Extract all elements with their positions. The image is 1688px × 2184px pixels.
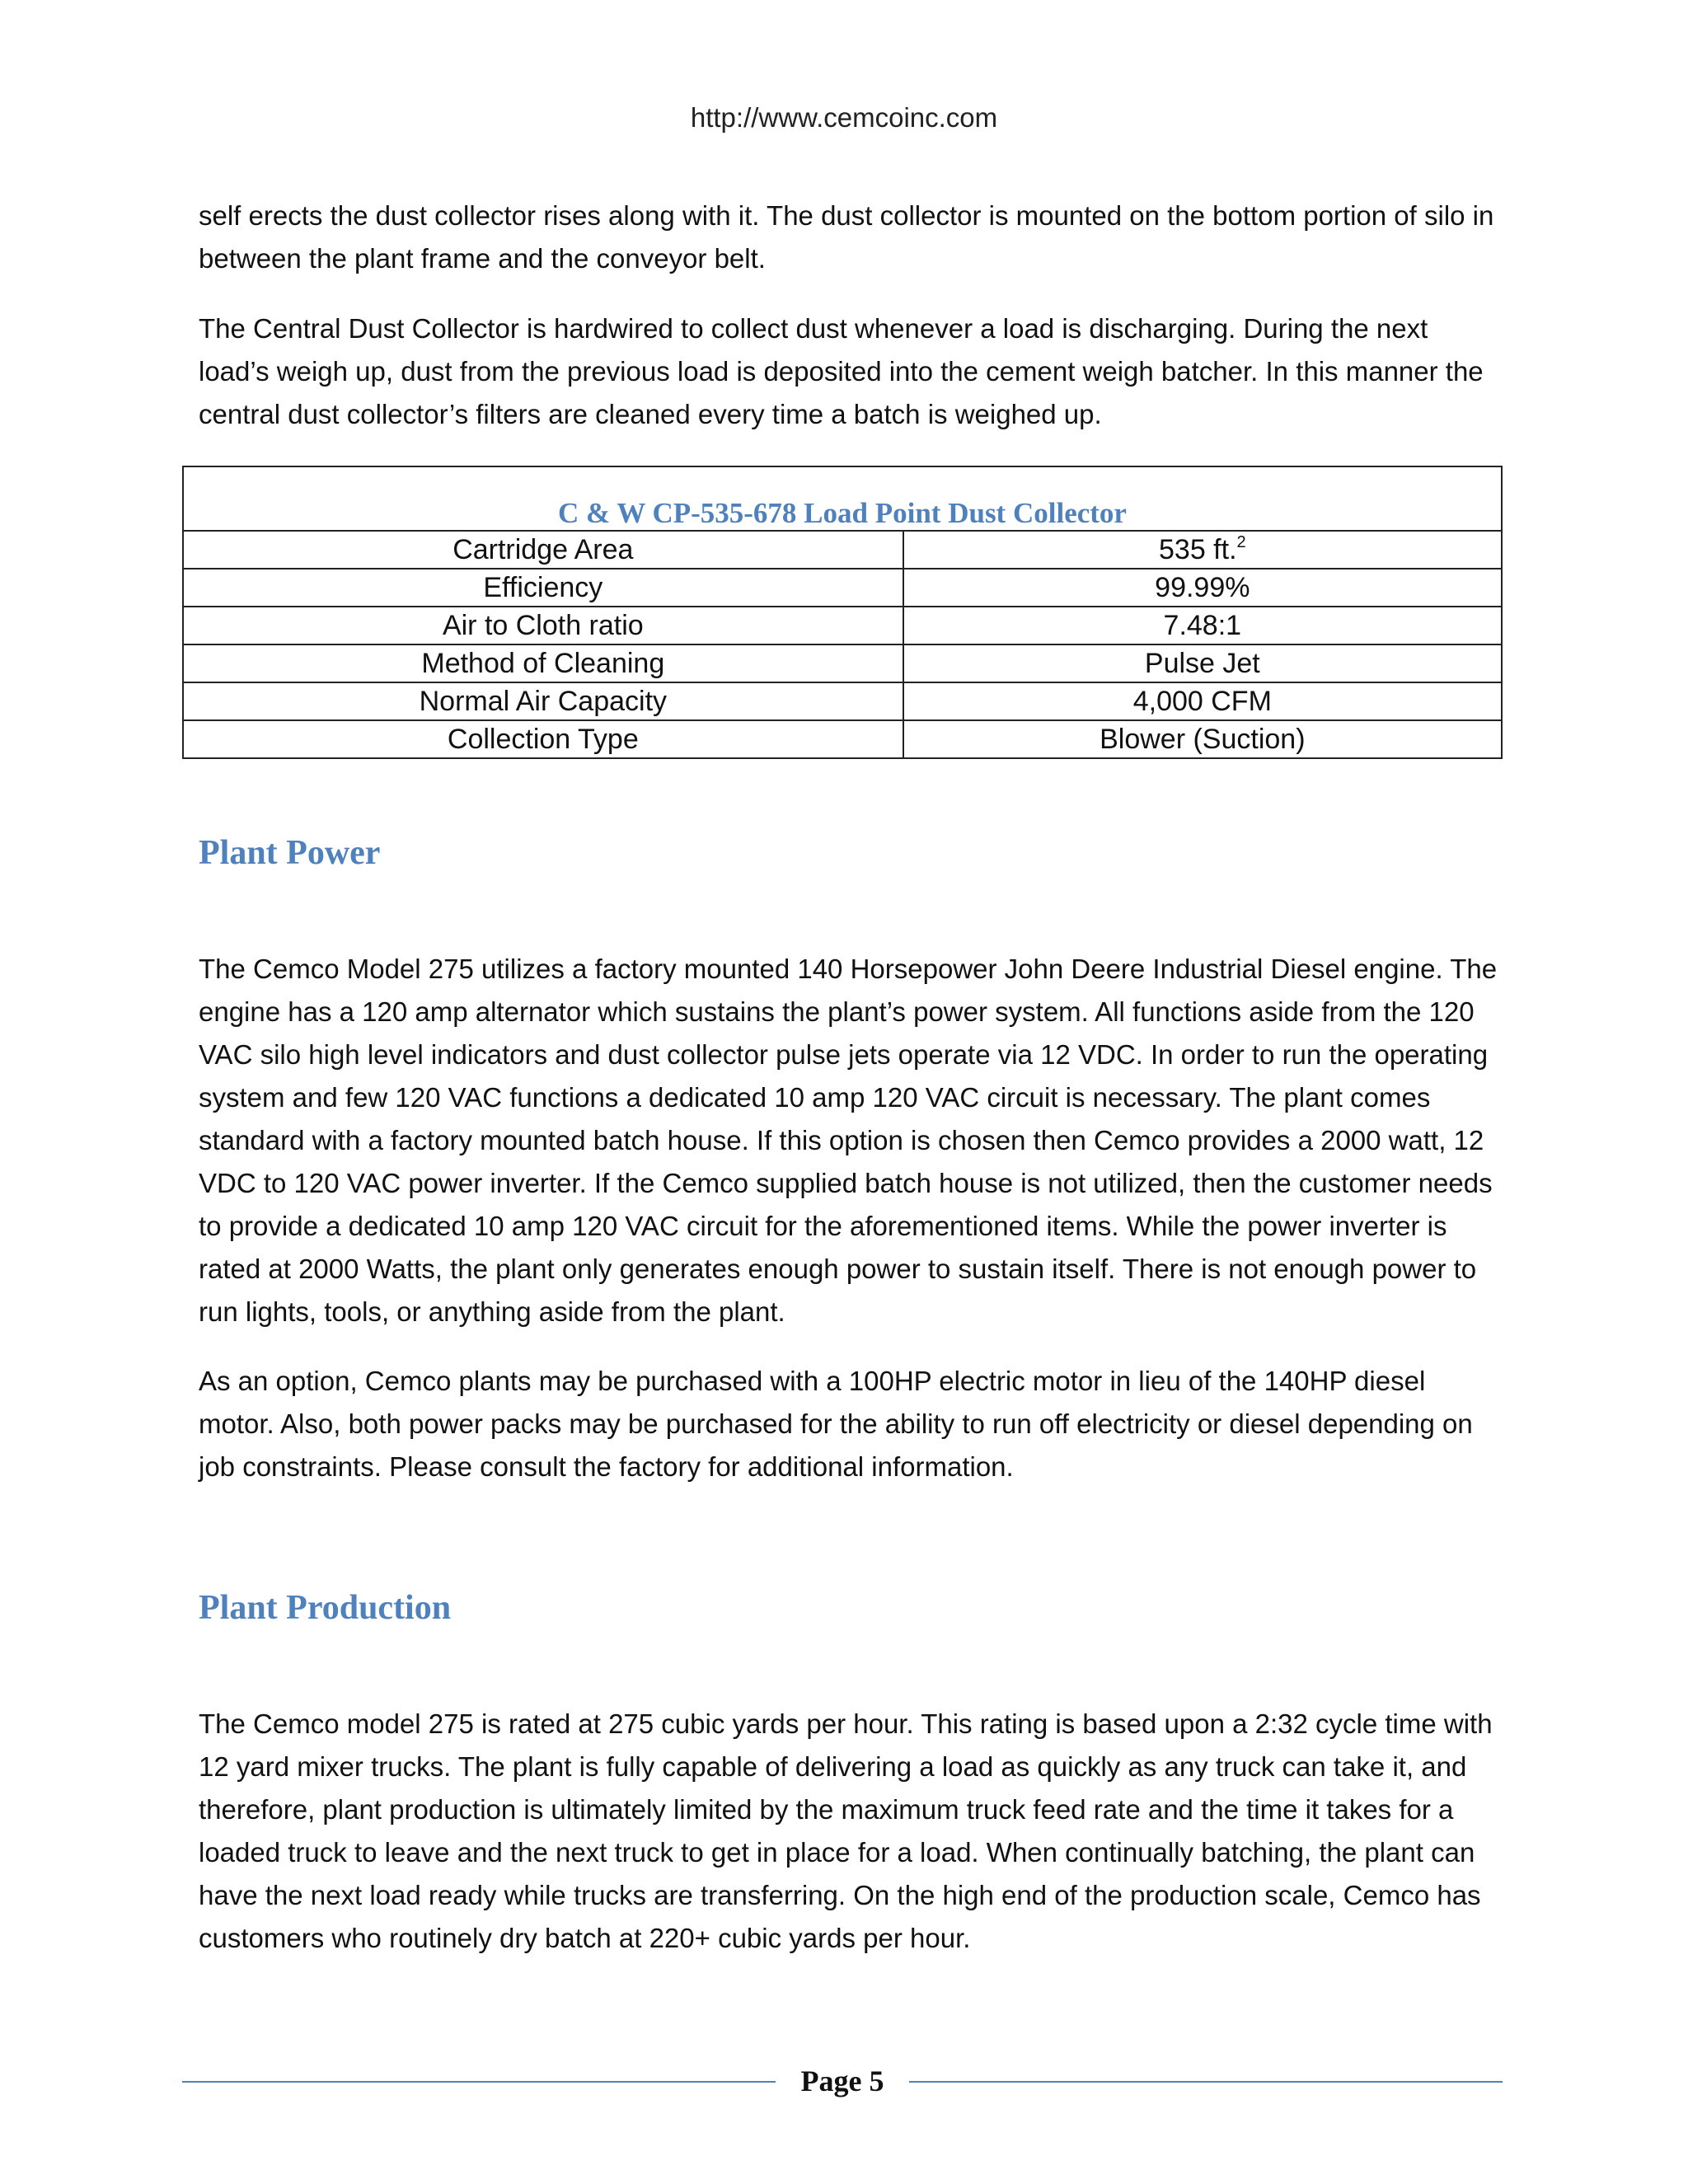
page-footer — [182, 2060, 1503, 2102]
table-row — [183, 607, 1502, 644]
plant-power-heading: Plant Power — [199, 834, 381, 872]
spec-label: Collection Type — [183, 720, 903, 758]
page-header-url: http://www.cemcoinc.com — [690, 102, 998, 133]
table-row — [183, 644, 1502, 682]
table-row — [183, 531, 1502, 569]
central-dust-paragraph: The Central Dust Collector is hardwired to collect dust whenever a load is discharging. During the next load’s weigh up, dust from the previous load is deposited into the cement weigh batcher. In this manner the central dust collector’s filters are cleaned every time a batch is weighed up. — [199, 313, 1484, 429]
intro-paragraph: self erects the dust collector rises along with it. The dust collector is mounted on the bottom portion of silo in between the plant frame and the conveyor belt. — [199, 200, 1494, 274]
plant-production-heading: Plant Production — [199, 1589, 452, 1627]
spec-label: Air to Cloth ratio — [183, 607, 903, 644]
footer-rule-left — [182, 2081, 776, 2083]
spec-value: 4,000 CFM — [903, 682, 1502, 720]
spec-value: 7.48:1 — [903, 607, 1502, 644]
spec-label: Efficiency — [183, 569, 903, 607]
spec-label: Cartridge Area — [183, 531, 903, 569]
table-row — [183, 720, 1502, 758]
spec-value-cell — [903, 531, 1502, 569]
table-row — [183, 682, 1502, 720]
spec-value: 99.99% — [903, 569, 1502, 607]
spec-value: Pulse Jet — [903, 644, 1502, 682]
spec-value: Blower (Suction) — [903, 720, 1502, 758]
plant-production-paragraph: The Cemco model 275 is rated at 275 cubic yards per hour. This rating is based upon a 2:32 cycle time with 12 yard mixer trucks. The plant is fully capable of delivering a load as quickly as any truck can take it, and therefore, plant production is ultimately limited by the maximum truck feed rate and the time it takes for a loaded truck to leave and the next truck to get in place for a load. When continually batching, the plant can have the next load ready while trucks are transferring. On the high end of the production scale, Cemco has customers who routinely dry batch at 220+ cubic yards per hour. — [199, 1708, 1493, 1953]
table-row — [183, 569, 1502, 607]
table-title: C & W CP-535-678 Load Point Dust Collector — [183, 466, 1502, 531]
table-title-row — [183, 466, 1502, 531]
spec-value-superscript: 2 — [1236, 533, 1246, 551]
page-number: Page 5 — [800, 2064, 884, 2097]
footer-rule-right — [909, 2081, 1503, 2083]
plant-power-option-paragraph: As an option, Cemco plants may be purchased with a 100HP electric motor in lieu of the 140HP diesel motor. Also, both power packs may be purchased for the ability to run off electricity or diesel depending on job constraints. Please consult the factory for additional information. — [199, 1366, 1473, 1482]
dust-collector-spec-table — [182, 466, 1503, 759]
spec-label: Method of Cleaning — [183, 644, 903, 682]
spec-label: Normal Air Capacity — [183, 682, 903, 720]
plant-power-paragraph: The Cemco Model 275 utilizes a factory mounted 140 Horsepower John Deere Industrial Diesel engine. The engine has a 120 amp alternator which sustains the plant’s power system. All functions aside from the 120 VAC silo high level indicators and dust collector pulse jets operate via 12 VDC. In order to run the operating system and few 120 VAC functions a dedicated 10 amp 120 VAC circuit is necessary. The plant comes standard with a factory mounted batch house. If this option is chosen then Cemco provides a 2000 watt, 12 VDC to 120 VAC power inverter. If the Cemco supplied batch house is not utilized, then the customer needs to provide a dedicated 10 amp 120 VAC circuit for the aforementioned items. While the power inverter is rated at 2000 Watts, the plant only generates enough power to sustain itself. There is not enough power to run lights, tools, or anything aside from the plant. — [199, 954, 1498, 1327]
spec-value: 535 ft. — [1159, 534, 1237, 565]
